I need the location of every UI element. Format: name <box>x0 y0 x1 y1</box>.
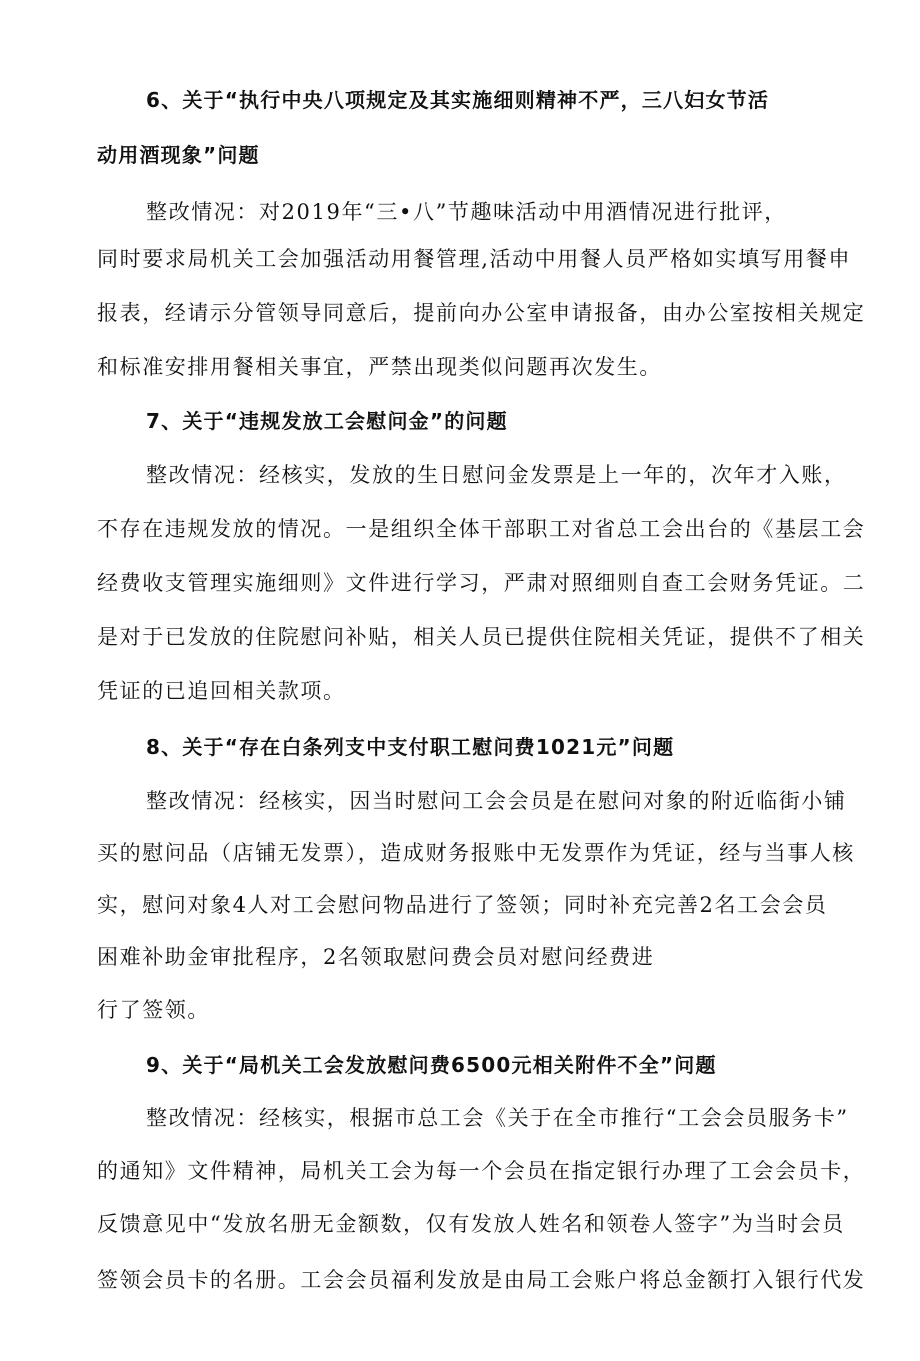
section-heading: 7、关于“违规发放工会慰问金”的问题 <box>146 409 508 433</box>
paragraph-line: 整改情况：经核实，发放的生日慰问金发票是上一年的，次年才入账， <box>146 463 847 487</box>
paragraph-line: 整改情况：经核实，根据市总工会《关于在全市推行“工会会员服务卡” <box>146 1106 849 1130</box>
paragraph-line: 的通知》文件精神，局机关工会为每一个会员在指定银行办理了工会会员卡， <box>97 1159 866 1183</box>
section-heading: 9、关于“局机关工会发放慰问费6500元相关附件不全”问题 <box>146 1053 717 1077</box>
paragraph-line: 签领会员卡的名册。工会会员福利发放是由局工会账户将总金额打入银行代发 <box>97 1268 866 1292</box>
paragraph-line: 整改情况：经核实，因当时慰问工会会员是在慰问对象的附近临街小铺 <box>146 789 847 813</box>
paragraph-line: 行了签领。 <box>97 998 210 1022</box>
paragraph-line: 同时要求局机关工会加强活动用餐管理,活动中用餐人员严格如实填写用餐申 <box>97 247 852 271</box>
paragraph-line: 和标准安排用餐相关事宜，严禁出现类似问题再次发生。 <box>97 355 662 379</box>
paragraph-line: 整改情况：对2019年“三•八”节趣味活动中用酒情况进行批评， <box>146 200 787 224</box>
section-heading: 8、关于“存在白条列支中支付职工慰问费1021元”问题 <box>146 735 675 759</box>
paragraph-line: 困难补助金审批程序，2名领取慰问费会员对慰问经费进 <box>97 945 655 969</box>
section-heading: 动用酒现象”问题 <box>97 143 260 167</box>
paragraph-line: 不存在违规发放的情况。一是组织全体干部职工对省总工会出台的《基层工会 <box>97 517 866 541</box>
paragraph-line: 是对于已发放的住院慰问补贴，相关人员已提供住院相关凭证，提供不了相关 <box>97 625 866 649</box>
paragraph-line: 凭证的已追回相关款项。 <box>97 679 346 703</box>
section-heading: 6、关于“执行中央八项规定及其实施细则精神不严，三八妇女节活 <box>146 88 770 112</box>
paragraph-line: 反馈意见中“发放名册无金额数，仅有发放人姓名和领卷人签字”为当时会员 <box>97 1212 845 1236</box>
paragraph-line: 买的慰问品（店铺无发票），造成财务报账中无发票作为凭证，经与当事人核 <box>97 841 855 865</box>
paragraph-line: 经费收支管理实施细则》文件进行学习，严肃对照细则自查工会财务凭证。二 <box>97 571 866 595</box>
paragraph-line: 实，慰问对象4人对工会慰问物品进行了签领；同时补充完善2名工会会员 <box>97 893 828 917</box>
paragraph-line: 报表，经请示分管领导同意后，提前向办公室申请报备，由办公室按相关规定 <box>97 301 866 325</box>
